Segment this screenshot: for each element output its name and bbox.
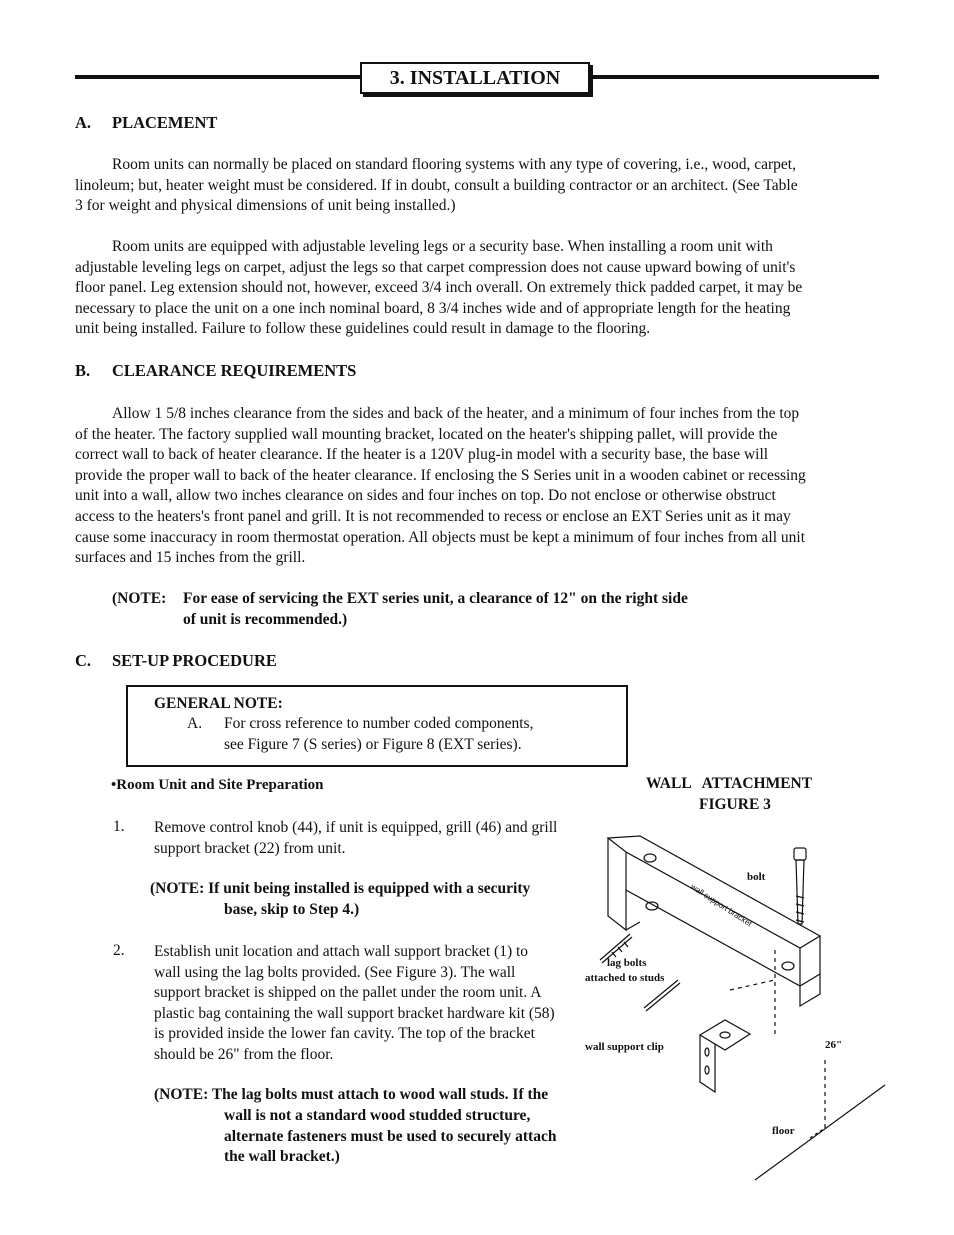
clearance-note-line-1: For ease of servicing the EXT series unit, a clearance of 12" on the right side	[183, 590, 688, 607]
text-line: Remove control knob (44), if unit is equipped, grill (46) and grill	[154, 819, 558, 836]
clearance-note-line-2: of unit is recommended.)	[183, 611, 348, 628]
label-floor: floor	[772, 1125, 795, 1137]
general-note-line-2: see Figure 7 (S series) or Figure 8 (EXT series).	[224, 736, 522, 753]
clearance-heading: CLEARANCE REQUIREMENTS	[112, 361, 357, 380]
text-line: wall using the lag bolts provided. (See Figure 3). The wall	[154, 963, 516, 981]
text-line: Allow 1 5/8 inches clearance from the sides and back of the heater, and a minimum of four inches from the top	[112, 405, 800, 422]
placement-letter: A.	[75, 113, 92, 132]
text-line: Room units can normally be placed on standard flooring systems with any type of covering, i.e., wood, carpet,	[112, 156, 796, 173]
wall-attachment-figure	[580, 830, 890, 1200]
text-line: Establish unit location and attach wall support bracket (1) to	[154, 943, 529, 960]
bracket-back-face	[608, 838, 626, 930]
step-2-number: 2.	[113, 942, 125, 959]
step-1-number: 1.	[113, 818, 125, 835]
placement-heading: PLACEMENT	[112, 113, 218, 132]
text-line: should be 26" from the floor.	[154, 1045, 334, 1063]
text-line: adjustable leveling legs on carpet, adjust the legs so that carpet compression does not cause upward bowing of unit's	[75, 258, 796, 276]
step-2-note-line-1: (NOTE: The lag bolts must attach to wood wall studs. If the	[154, 1086, 549, 1103]
lag-bolt-2	[644, 980, 680, 1011]
text-line: linoleum; but, heater weight must be considered. If in doubt, consult a building contractor or an architect. (See Table	[75, 176, 798, 194]
text-line: the wall bracket.)	[224, 1148, 340, 1166]
setup-heading: SET-UP PROCEDURE	[112, 651, 277, 670]
header-rule-left	[75, 75, 365, 79]
label-bolt: bolt	[747, 871, 766, 883]
lag-bolt-1-thread	[612, 942, 628, 957]
bracket-label: wall support bracket	[688, 882, 754, 929]
label-attached-studs: attached to studs	[585, 972, 665, 984]
clearance-letter: B.	[75, 361, 91, 380]
text-line: support bracket (22) from unit.	[154, 839, 346, 857]
support-clip-leg	[700, 1035, 715, 1092]
label-lag-bolts: lag bolts	[607, 957, 647, 969]
text-line: Room units are equipped with adjustable leveling legs or a security base. When installing a room unit with	[112, 238, 773, 255]
text-line: plastic bag containing the wall support bracket hardware kit (58)	[154, 1004, 555, 1022]
figure-title-line-1: WALL ATTACHMENT	[646, 775, 813, 792]
text-line: 3 for weight and physical dimensions of unit being installed.)	[75, 197, 456, 215]
text-line: unit into a wall, allow two inches clearance on sides and four inches on top. Do not enclose or otherwise obstruct	[75, 487, 776, 505]
text-line: unit being installed. Failure to follow these guidelines could result in damage to the flooring.	[75, 320, 651, 338]
figure-title-line-2: FIGURE 3	[699, 796, 771, 813]
clearance-note-prefix: (NOTE:	[112, 590, 167, 607]
text-line: surfaces and 15 inches from the grill.	[75, 549, 306, 567]
header-rule-right	[586, 75, 879, 79]
general-note-title: GENERAL NOTE:	[154, 695, 283, 712]
bracket-lower-edge	[626, 922, 640, 930]
text-line: of the heater. The factory supplied wall mounting bracket, located on the heater's shipping pallet, will provide the	[75, 425, 778, 443]
room-unit-subheading: •Room Unit and Site Preparation	[111, 777, 324, 793]
text-line: access to the heaters's front panel and grill. It is not recommended to recess or enclose an EXT Series unit as it may	[75, 507, 791, 525]
text-line: necessary to place the unit on a one inch nominal board, 8 3/4 inches wide and of appropriate length for the heating	[75, 299, 791, 317]
text-line: support bracket is shipped on the pallet under the room unit. A	[154, 984, 542, 1002]
text-line: correct wall to back of heater clearance. If the heater is a 120V plug-in model with a security base, the base will	[75, 446, 769, 464]
step-1-text	[154, 818, 604, 859]
clip-hole	[705, 1048, 709, 1056]
section-title: 3. INSTALLATION	[360, 62, 590, 94]
bracket-hole	[644, 854, 656, 862]
text-line: alternate fasteners must be used to securely attach	[224, 1127, 557, 1145]
bolt-shank	[796, 860, 804, 924]
text-line: provide the proper wall to back of the heater clearance. If enclosing the S Series unit in a wooden cabinet or recessing	[75, 466, 806, 484]
placement-paragraph-2	[75, 237, 885, 340]
general-note-line-1: For cross reference to number coded components,	[224, 715, 534, 732]
text-line: floor panel. Leg extension should not, however, exceed 3/4 inch overall. On extremely thick padded carpet, it may be	[75, 279, 803, 297]
clearance-paragraph	[75, 404, 885, 569]
clip-hole	[720, 1032, 730, 1038]
floor-dashed	[810, 1128, 825, 1138]
dashed-guide	[730, 980, 775, 990]
bracket-top-flange	[608, 836, 820, 948]
clip-hole	[705, 1066, 709, 1074]
general-note-letter: A.	[187, 715, 203, 732]
label-wall-support-clip: wall support clip	[585, 1041, 664, 1053]
text-line: cause some inaccuracy in room thermostat operation. All objects must be kept a minimum of four inches from all unit	[75, 528, 806, 546]
step-2-note-rest	[224, 1106, 604, 1168]
bracket-hole	[782, 962, 794, 970]
step-1-note-line-2: base, skip to Step 4.)	[224, 901, 360, 918]
text-line: is provided inside the lower fan cavity. The top of the bracket	[154, 1025, 535, 1043]
step-2-text	[154, 942, 604, 1066]
label-26-inch: 26"	[825, 1039, 843, 1051]
step-1-note-line-1: (NOTE: If unit being installed is equipped with a security	[150, 880, 531, 897]
bolt-head	[794, 848, 806, 860]
setup-letter: C.	[75, 651, 92, 670]
support-clip	[700, 1020, 750, 1050]
text-line: wall is not a standard wood studded structure,	[224, 1107, 531, 1124]
placement-paragraph-1	[75, 155, 885, 217]
